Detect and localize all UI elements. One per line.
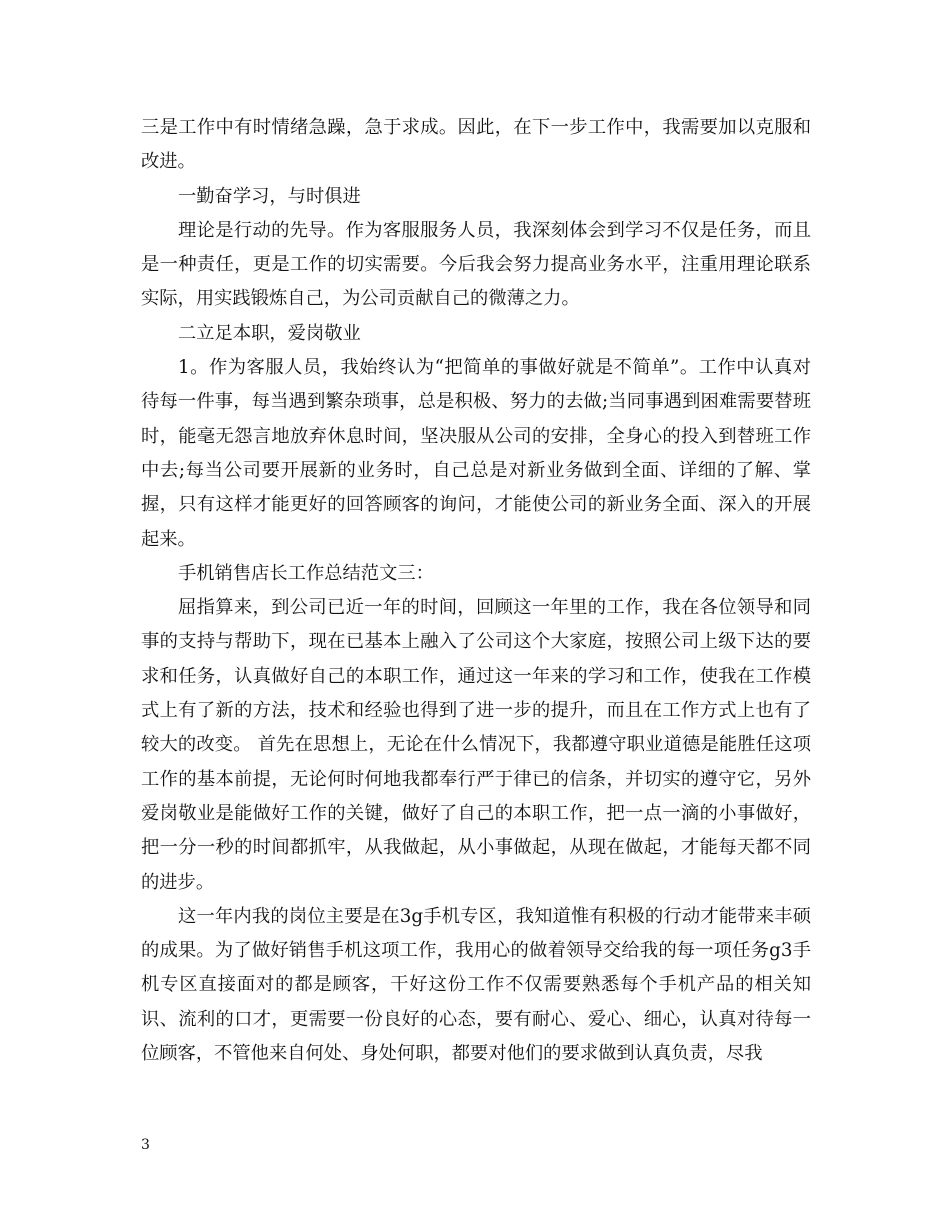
page-number: 3 [141,1137,150,1153]
paragraph-continuation: 三是工作中有时情绪急躁，急于求成。因此，在下一步工作中，我需要加以克服和改进。 [141,117,811,173]
document-body [141,111,811,1071]
paragraph-3g-zone: 这一年内我的岗位主要是在3g手机专区，我知道惟有积极的行动才能带来丰硕的成果。为了做好销售手机这项工作，我用心的做着领导交给我的每一项任务g3手机专区直接面对的都是顾客，干好这份工作不仅需要熟悉每个手机产品的相关知识、流利的口才，更需要一份良好的心态，要有耐心、爱心、细心，认真对待每一位顾客，不管他来自何处、身处何职，都要对他们的要求做到认真负责，尽我 [141,905,811,1065]
paragraph-year-review: 屈指算来，到公司已近一年的时间，回顾这一年里的工作，我在各位领导和同事的支持与帮助下，现在已基本上融入了公司这个大家庭，按照公司上级下达的要求和任务，认真做好自己的本职工作，通过这一年来的学习和工作，使我在工作模式上有了新的方法，技术和经验也得到了进一步的提升，而且在工作方式上也有了较大的改变。 首先在思想上，无论在什么情况下，我都遵守职业道德是能胜任这项工作的基本前提，无论何时何地我都奉行严于律已的信条，并切实的遵守它，另外爱岗敬业是能做好工作的关键，做好了自己的本职工作，把一点一滴的小事做好，把一分一秒的时间都抓牢，从我做起，从小事做起，从现在做起，才能每天都不同的进步。 [141,597,811,893]
paragraph-theory: 理论是行动的先导。作为客服服务人员，我深刻体会到学习不仅是任务，而且是一种责任，更是工作的切实需要。今后我会努力提高业务水平，注重用理论联系实际，用实践锻炼自己，为公司贡献自己的微薄之力。 [141,219,811,310]
section-heading-study: 一勤奋学习，与时俱进 [178,185,361,207]
paragraph-customer-service: 1。作为客服人员，我始终认为“把简单的事做好就是不简单”。工作中认真对待每一件事，每当遇到繁杂琐事，总是积极、努力的去做;当同事遇到困难需要替班时，能毫无怨言地放弃休息时间，坚决服从公司的安排，全身心的投入到替班工作中去;每当公司要开展新的业务时，自己总是对新业务做到全面、详细的了解、掌握，只有这样才能更好的回答顾客的询问，才能使公司的新业务全面、深入的开展起来。 [141,357,811,550]
section-heading-sample-three: 手机销售店长工作总结范文三： [178,562,434,584]
section-heading-dedication: 二立足本职，爱岗敬业 [178,322,361,344]
